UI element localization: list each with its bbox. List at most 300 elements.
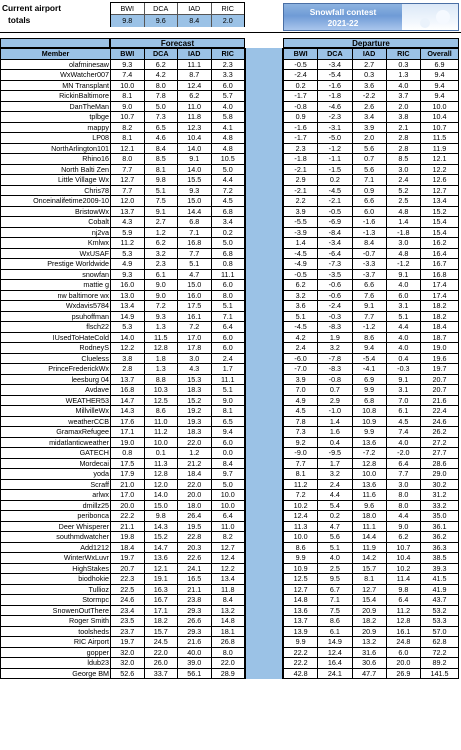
table-row bbox=[111, 332, 245, 343]
table-row bbox=[111, 416, 245, 427]
departure-ric-cell: 6.1 bbox=[386, 406, 420, 417]
table-row bbox=[1, 175, 111, 186]
departure-dca-cell: -7.8 bbox=[318, 353, 352, 364]
snow-scene-image bbox=[402, 4, 458, 30]
forecast-bwi-cell: 7.7 bbox=[111, 164, 145, 175]
forecast-ric-cell: 2.4 bbox=[211, 353, 245, 364]
departure-overall-cell: 13.4 bbox=[421, 196, 459, 207]
table-row bbox=[111, 154, 245, 165]
table-row bbox=[284, 553, 459, 564]
table-row bbox=[1, 626, 111, 637]
departure-ric-cell: 3.8 bbox=[386, 112, 420, 123]
departure-ric-cell: 6.4 bbox=[386, 458, 420, 469]
member-name: Mordecai bbox=[1, 458, 111, 469]
table-row bbox=[1, 437, 111, 448]
member-name: Rhino16 bbox=[1, 154, 111, 165]
table-row bbox=[1, 322, 111, 333]
departure-ric-cell: -1.2 bbox=[386, 259, 420, 270]
table-row bbox=[111, 469, 245, 480]
departure-dca-cell: 9.5 bbox=[318, 574, 352, 585]
table-row bbox=[1, 332, 111, 343]
forecast-dca-cell: 4.2 bbox=[144, 70, 178, 81]
forecast-dca-cell: 15.0 bbox=[144, 500, 178, 511]
departure-iad-cell: 9.9 bbox=[352, 427, 386, 438]
forecast-ric-cell: 5.7 bbox=[211, 91, 245, 102]
departure-ric-cell: 10.2 bbox=[386, 563, 420, 574]
departure-dca-cell: 8.6 bbox=[318, 616, 352, 627]
forecast-bwi-cell: 19.7 bbox=[111, 637, 145, 648]
departure-bwi-cell: 7.7 bbox=[284, 458, 318, 469]
departure-iad-cell: -2.2 bbox=[352, 91, 386, 102]
departure-bwi-cell: 7.0 bbox=[284, 385, 318, 396]
departure-bwi-cell: 9.9 bbox=[284, 637, 318, 648]
forecast-ric-cell: 8.2 bbox=[211, 532, 245, 543]
forecast-ric-cell: 0.8 bbox=[211, 259, 245, 270]
departure-dca-cell: 16.4 bbox=[318, 658, 352, 669]
departure-dca-cell: -7.3 bbox=[318, 259, 352, 270]
forecast-bwi-cell: 14.0 bbox=[111, 332, 145, 343]
departure-iad-cell: 47.7 bbox=[352, 668, 386, 679]
departure-iad-cell: 7.1 bbox=[352, 175, 386, 186]
table-row bbox=[1, 658, 111, 669]
departure-overall-cell: 41.9 bbox=[421, 584, 459, 595]
departure-ric-cell: 2.0 bbox=[386, 101, 420, 112]
forecast-dca-cell: 2.3 bbox=[144, 259, 178, 270]
forecast-dca-cell: 11.0 bbox=[144, 416, 178, 427]
departure-dca-cell: 1.6 bbox=[318, 427, 352, 438]
forecast-iad-cell: 19.3 bbox=[178, 416, 212, 427]
departure-bwi-cell: 12.5 bbox=[284, 574, 318, 585]
forecast-iad-cell: 14.4 bbox=[178, 206, 212, 217]
member-name: biodhokie bbox=[1, 574, 111, 585]
forecast-iad-cell: 15.2 bbox=[178, 395, 212, 406]
table-row bbox=[1, 668, 111, 679]
table-row bbox=[1, 574, 111, 585]
table-row bbox=[1, 311, 111, 322]
member-name: DanTheMan bbox=[1, 101, 111, 112]
member-name: RodneyS bbox=[1, 343, 111, 354]
forecast-iad-cell: 19.2 bbox=[178, 406, 212, 417]
departure-iad-cell: 6.9 bbox=[352, 374, 386, 385]
member-name: PrinceFrederickWx bbox=[1, 364, 111, 375]
forecast-dca-cell: 12.8 bbox=[144, 469, 178, 480]
forecast-iad-cell: 21.6 bbox=[178, 637, 212, 648]
table-row bbox=[111, 458, 245, 469]
departure-bwi-cell: -3.9 bbox=[284, 227, 318, 238]
forecast-dca-cell: 2.7 bbox=[144, 217, 178, 228]
forecast-ric-cell: 6.5 bbox=[211, 416, 245, 427]
table-row bbox=[284, 658, 459, 669]
table-row bbox=[1, 206, 111, 217]
forecast-ric-cell: 6.0 bbox=[211, 80, 245, 91]
forecast-dca-cell: 1.3 bbox=[144, 322, 178, 333]
forecast-bwi-cell: 23.4 bbox=[111, 605, 145, 616]
departure-dca-cell: -0.5 bbox=[318, 206, 352, 217]
table-row bbox=[1, 80, 111, 91]
departure-overall-cell: 10.7 bbox=[421, 122, 459, 133]
member-name: BristowWx bbox=[1, 206, 111, 217]
departure-ric-cell: 4.8 bbox=[386, 206, 420, 217]
forecast-dca-cell: 6.5 bbox=[144, 122, 178, 133]
departure-ric-cell: 2.1 bbox=[386, 122, 420, 133]
forecast-bwi-cell: 17.1 bbox=[111, 427, 145, 438]
forecast-ric-cell: 26.8 bbox=[211, 637, 245, 648]
table-row bbox=[111, 259, 245, 270]
departure-ric-cell: 4.0 bbox=[386, 332, 420, 343]
departure-overall-cell: 9.4 bbox=[421, 70, 459, 81]
forecast-ric-cell: 10.0 bbox=[211, 490, 245, 501]
departure-overall-cell: 38.5 bbox=[421, 553, 459, 564]
forecast-iad-cell: 15.0 bbox=[178, 196, 212, 207]
departure-dca-cell: 1.9 bbox=[318, 332, 352, 343]
departure-bwi-cell: 8.1 bbox=[284, 469, 318, 480]
forecast-dca-cell: 15.7 bbox=[144, 626, 178, 637]
member-name: MN Transplant bbox=[1, 80, 111, 91]
forecast-iad-cell: 22.8 bbox=[178, 532, 212, 543]
departure-ric-cell: 0.3 bbox=[386, 59, 420, 70]
departure-overall-cell: 12.6 bbox=[421, 175, 459, 186]
forecast-dca-cell: 4.6 bbox=[144, 133, 178, 144]
forecast-bwi-cell: 4.9 bbox=[111, 259, 145, 270]
departure-dca-cell: 2.4 bbox=[318, 479, 352, 490]
member-table bbox=[0, 48, 111, 679]
departure-ric-cell: 4.5 bbox=[386, 416, 420, 427]
table-row bbox=[1, 133, 111, 144]
forecast-dca-cell: 14.3 bbox=[144, 521, 178, 532]
member-name: Chris78 bbox=[1, 185, 111, 196]
departure-ric-cell: 8.0 bbox=[386, 490, 420, 501]
departure-dca-cell: -2.4 bbox=[318, 301, 352, 312]
forecast-dca-cell: 7.8 bbox=[144, 91, 178, 102]
forecast-iad-cell: 14.0 bbox=[178, 164, 212, 175]
departure-iad-cell: 11.6 bbox=[352, 490, 386, 501]
departure-dca-cell: -1.8 bbox=[318, 91, 352, 102]
departure-overall-cell: 141.5 bbox=[421, 668, 459, 679]
departure-bwi-cell: -4.5 bbox=[284, 322, 318, 333]
departure-ric-cell: 4.0 bbox=[386, 343, 420, 354]
member-name: RIC Airport bbox=[1, 637, 111, 648]
forecast-iad-cell: 17.8 bbox=[178, 343, 212, 354]
departure-ric-cell: 2.8 bbox=[386, 143, 420, 154]
departure-bwi-cell: 10.0 bbox=[284, 532, 318, 543]
departure-dca-cell: -4.6 bbox=[318, 101, 352, 112]
table-row bbox=[284, 416, 459, 427]
departure-iad-cell: 10.8 bbox=[352, 406, 386, 417]
forecast-ric-cell: 7.1 bbox=[211, 311, 245, 322]
departure-dca-cell: -0.6 bbox=[318, 280, 352, 291]
forecast-iad-cell: 11.8 bbox=[178, 112, 212, 123]
table-row bbox=[111, 301, 245, 312]
departure-iad-cell: 6.0 bbox=[352, 206, 386, 217]
member-name: WxWatcher007 bbox=[1, 70, 111, 81]
departure-iad-cell: 9.4 bbox=[352, 343, 386, 354]
departure-ric-cell: 0.4 bbox=[386, 353, 420, 364]
table-row bbox=[111, 59, 245, 70]
departure-dca-cell: -8.3 bbox=[318, 322, 352, 333]
table-row bbox=[284, 248, 459, 259]
airport-total-dca: 9.6 bbox=[145, 15, 179, 27]
forecast-dca-cell: 8.0 bbox=[144, 80, 178, 91]
departure-bwi-cell: 2.4 bbox=[284, 343, 318, 354]
member-name: Little Village Wx bbox=[1, 175, 111, 186]
table-row bbox=[284, 574, 459, 585]
table-row bbox=[111, 563, 245, 574]
contest-title-line2: 2021-22 bbox=[327, 18, 359, 28]
table-row bbox=[111, 595, 245, 606]
member-name: LP08 bbox=[1, 133, 111, 144]
forecast-bwi-cell: 5.9 bbox=[111, 227, 145, 238]
departure-overall-cell: 15.2 bbox=[421, 206, 459, 217]
member-name: George BM bbox=[1, 668, 111, 679]
departure-iad-cell: 5.6 bbox=[352, 143, 386, 154]
table-row bbox=[111, 185, 245, 196]
table-row bbox=[1, 584, 111, 595]
forecast-bwi-cell: 8.0 bbox=[111, 154, 145, 165]
forecast-bwi-cell: 12.0 bbox=[111, 196, 145, 207]
forecast-dca-cell: 5.0 bbox=[144, 101, 178, 112]
airport-header-dca: DCA bbox=[145, 3, 179, 14]
forecast-ric-cell: 10.5 bbox=[211, 154, 245, 165]
member-name: WEATHER53 bbox=[1, 395, 111, 406]
forecast-dca-cell: 8.5 bbox=[144, 154, 178, 165]
departure-dca-cell: -1.5 bbox=[318, 164, 352, 175]
table-row bbox=[111, 479, 245, 490]
departure-bwi-cell: 7.2 bbox=[284, 490, 318, 501]
member-name: Wxdavis5784 bbox=[1, 301, 111, 312]
table-row bbox=[284, 59, 459, 70]
table-row bbox=[284, 647, 459, 658]
departure-iad-cell: 0.9 bbox=[352, 185, 386, 196]
table-row bbox=[1, 70, 111, 81]
member-section-blank bbox=[0, 38, 110, 48]
departure-dca-cell: -3.5 bbox=[318, 269, 352, 280]
departure-dca-cell: 0.2 bbox=[318, 511, 352, 522]
forecast-ric-cell: 8.0 bbox=[211, 290, 245, 301]
departure-bwi-cell: 4.5 bbox=[284, 406, 318, 417]
forecast-iad-cell: 21.2 bbox=[178, 458, 212, 469]
departure-ric-cell: 3.0 bbox=[386, 479, 420, 490]
forecast-dca-cell: 7.2 bbox=[144, 301, 178, 312]
forecast-iad-cell: 9.1 bbox=[178, 154, 212, 165]
column-header-forecast-bwi: BWI bbox=[111, 49, 145, 60]
table-row bbox=[1, 469, 111, 480]
forecast-bwi-cell: 52.6 bbox=[111, 668, 145, 679]
table-row bbox=[1, 647, 111, 658]
departure-iad-cell: -3.3 bbox=[352, 259, 386, 270]
table-row bbox=[284, 406, 459, 417]
forecast-bwi-cell: 9.3 bbox=[111, 59, 145, 70]
table-row bbox=[111, 448, 245, 459]
forecast-bwi-cell: 13.7 bbox=[111, 374, 145, 385]
table-row bbox=[284, 626, 459, 637]
departure-bwi-cell: -0.5 bbox=[284, 59, 318, 70]
departure-bwi-cell: -1.7 bbox=[284, 133, 318, 144]
departure-dca-cell: -3.4 bbox=[318, 59, 352, 70]
forecast-iad-cell: 18.0 bbox=[178, 500, 212, 511]
member-name: WxUSAF bbox=[1, 248, 111, 259]
forecast-bwi-cell: 16.0 bbox=[111, 280, 145, 291]
forecast-ric-cell: 3.4 bbox=[211, 217, 245, 228]
table-row bbox=[111, 217, 245, 228]
forecast-dca-cell: 18.2 bbox=[144, 616, 178, 627]
table-row bbox=[111, 343, 245, 354]
departure-iad-cell: 18.0 bbox=[352, 511, 386, 522]
departure-overall-cell: 18.7 bbox=[421, 332, 459, 343]
departure-dca-cell: -1.0 bbox=[318, 406, 352, 417]
departure-overall-cell: 36.2 bbox=[421, 532, 459, 543]
departure-dca-cell: -3.1 bbox=[318, 122, 352, 133]
forecast-ric-cell: 12.4 bbox=[211, 553, 245, 564]
forecast-ric-cell: 14.8 bbox=[211, 616, 245, 627]
departure-dca-cell: 2.5 bbox=[318, 563, 352, 574]
table-row bbox=[111, 70, 245, 81]
departure-bwi-cell: -4.5 bbox=[284, 248, 318, 259]
departure-ric-cell: 24.8 bbox=[386, 637, 420, 648]
departure-ric-cell: 6.0 bbox=[386, 290, 420, 301]
table-row bbox=[111, 364, 245, 375]
table-row bbox=[1, 458, 111, 469]
section-departure: Departure bbox=[283, 38, 459, 48]
member-name: Kmlwx bbox=[1, 238, 111, 249]
departure-overall-cell: 16.2 bbox=[421, 238, 459, 249]
forecast-table bbox=[110, 48, 245, 679]
table-row bbox=[111, 238, 245, 249]
departure-ric-cell: 4.4 bbox=[386, 511, 420, 522]
table-row bbox=[111, 658, 245, 669]
departure-ric-cell: 3.0 bbox=[386, 164, 420, 175]
departure-ric-cell: 9.1 bbox=[386, 269, 420, 280]
forecast-iad-cell: 56.1 bbox=[178, 668, 212, 679]
table-row bbox=[111, 406, 245, 417]
forecast-ric-cell: 1.7 bbox=[211, 364, 245, 375]
forecast-dca-cell: 9.1 bbox=[144, 206, 178, 217]
forecast-bwi-cell: 3.8 bbox=[111, 353, 145, 364]
departure-overall-cell: 21.6 bbox=[421, 395, 459, 406]
departure-overall-cell: 17.4 bbox=[421, 280, 459, 291]
departure-ric-cell: 2.4 bbox=[386, 175, 420, 186]
forecast-dca-cell: 6.2 bbox=[144, 59, 178, 70]
departure-dca-cell: 7.1 bbox=[318, 595, 352, 606]
member-name: WinterWxLuvr bbox=[1, 553, 111, 564]
current-airport-label-line1: Current airport bbox=[2, 3, 62, 13]
table-row bbox=[1, 416, 111, 427]
table-row bbox=[111, 427, 245, 438]
forecast-bwi-cell: 8.2 bbox=[111, 122, 145, 133]
table-row bbox=[111, 311, 245, 322]
departure-iad-cell: 11.1 bbox=[352, 521, 386, 532]
forecast-dca-cell: 15.2 bbox=[144, 532, 178, 543]
table-row bbox=[111, 122, 245, 133]
table-row bbox=[1, 374, 111, 385]
departure-bwi-cell: 7.8 bbox=[284, 416, 318, 427]
forecast-bwi-cell: 22.2 bbox=[111, 511, 145, 522]
column-header-forecast-ric: RIC bbox=[211, 49, 245, 60]
table-row bbox=[1, 217, 111, 228]
departure-iad-cell: 13.2 bbox=[352, 637, 386, 648]
member-name: Roger Smith bbox=[1, 616, 111, 627]
spacer-column bbox=[245, 48, 283, 679]
member-name: arlwx bbox=[1, 490, 111, 501]
member-name: Deer Whisperer bbox=[1, 521, 111, 532]
table-row bbox=[111, 500, 245, 511]
departure-overall-cell: 16.4 bbox=[421, 248, 459, 259]
departure-overall-cell: 18.2 bbox=[421, 311, 459, 322]
forecast-iad-cell: 11.0 bbox=[178, 101, 212, 112]
member-name: MillvilleWx bbox=[1, 406, 111, 417]
forecast-bwi-cell: 14.3 bbox=[111, 406, 145, 417]
forecast-bwi-cell: 14.9 bbox=[111, 311, 145, 322]
departure-iad-cell: 6.6 bbox=[352, 196, 386, 207]
departure-dca-cell: 0.2 bbox=[318, 175, 352, 186]
departure-bwi-cell: -1.8 bbox=[284, 154, 318, 165]
table-row bbox=[1, 248, 111, 259]
table-row bbox=[284, 290, 459, 301]
forecast-dca-cell: 1.2 bbox=[144, 227, 178, 238]
departure-bwi-cell: 10.9 bbox=[284, 563, 318, 574]
departure-ric-cell: 1.3 bbox=[386, 70, 420, 81]
forecast-dca-cell: 7.5 bbox=[144, 196, 178, 207]
departure-iad-cell: 8.4 bbox=[352, 238, 386, 249]
forecast-dca-cell: 11.5 bbox=[144, 332, 178, 343]
departure-bwi-cell: -0.5 bbox=[284, 269, 318, 280]
forecast-ric-cell: 5.0 bbox=[211, 479, 245, 490]
member-name: midatlanticweather bbox=[1, 437, 111, 448]
member-name: nw baltimore wx bbox=[1, 290, 111, 301]
departure-overall-cell: 10.0 bbox=[421, 101, 459, 112]
departure-overall-cell: 33.2 bbox=[421, 500, 459, 511]
member-name: Stormpc bbox=[1, 595, 111, 606]
member-name: southmdwatcher bbox=[1, 532, 111, 543]
departure-ric-cell: 10.4 bbox=[386, 553, 420, 564]
column-header-member: Member bbox=[1, 49, 111, 60]
forecast-iad-cell: 7.7 bbox=[178, 248, 212, 259]
departure-ric-cell: 1.4 bbox=[386, 217, 420, 228]
departure-iad-cell: 15.7 bbox=[352, 563, 386, 574]
member-name: Tullioz bbox=[1, 584, 111, 595]
forecast-dca-cell: 6.2 bbox=[144, 238, 178, 249]
member-name: HighStakes bbox=[1, 563, 111, 574]
member-name: Add1212 bbox=[1, 542, 111, 553]
forecast-iad-cell: 15.3 bbox=[178, 374, 212, 385]
forecast-dca-cell: 11.2 bbox=[144, 427, 178, 438]
departure-bwi-cell: 11.2 bbox=[284, 479, 318, 490]
forecast-bwi-cell: 17.9 bbox=[111, 469, 145, 480]
table-row bbox=[111, 196, 245, 207]
contest-title-line1: Snowfall contest bbox=[309, 7, 377, 17]
forecast-ric-cell: 6.8 bbox=[211, 206, 245, 217]
table-row bbox=[111, 637, 245, 648]
forecast-bwi-cell: 12.2 bbox=[111, 343, 145, 354]
forecast-dca-cell: 8.6 bbox=[144, 406, 178, 417]
departure-iad-cell: 3.6 bbox=[352, 80, 386, 91]
departure-bwi-cell: 9.9 bbox=[284, 553, 318, 564]
departure-dca-cell: 6.1 bbox=[318, 626, 352, 637]
forecast-dca-cell: 24.5 bbox=[144, 637, 178, 648]
table-row bbox=[284, 395, 459, 406]
forecast-dca-cell: 14.7 bbox=[144, 542, 178, 553]
departure-overall-cell: 72.2 bbox=[421, 647, 459, 658]
departure-bwi-cell: 6.2 bbox=[284, 280, 318, 291]
forecast-bwi-cell: 17.6 bbox=[111, 416, 145, 427]
forecast-dca-cell: 12.5 bbox=[144, 395, 178, 406]
departure-bwi-cell: 1.4 bbox=[284, 238, 318, 249]
table-row bbox=[284, 185, 459, 196]
member-name: leesburg 04 bbox=[1, 374, 111, 385]
table-row bbox=[284, 143, 459, 154]
table-row bbox=[111, 374, 245, 385]
forecast-iad-cell: 18.4 bbox=[178, 469, 212, 480]
airport-total-bwi: 9.8 bbox=[111, 15, 145, 27]
